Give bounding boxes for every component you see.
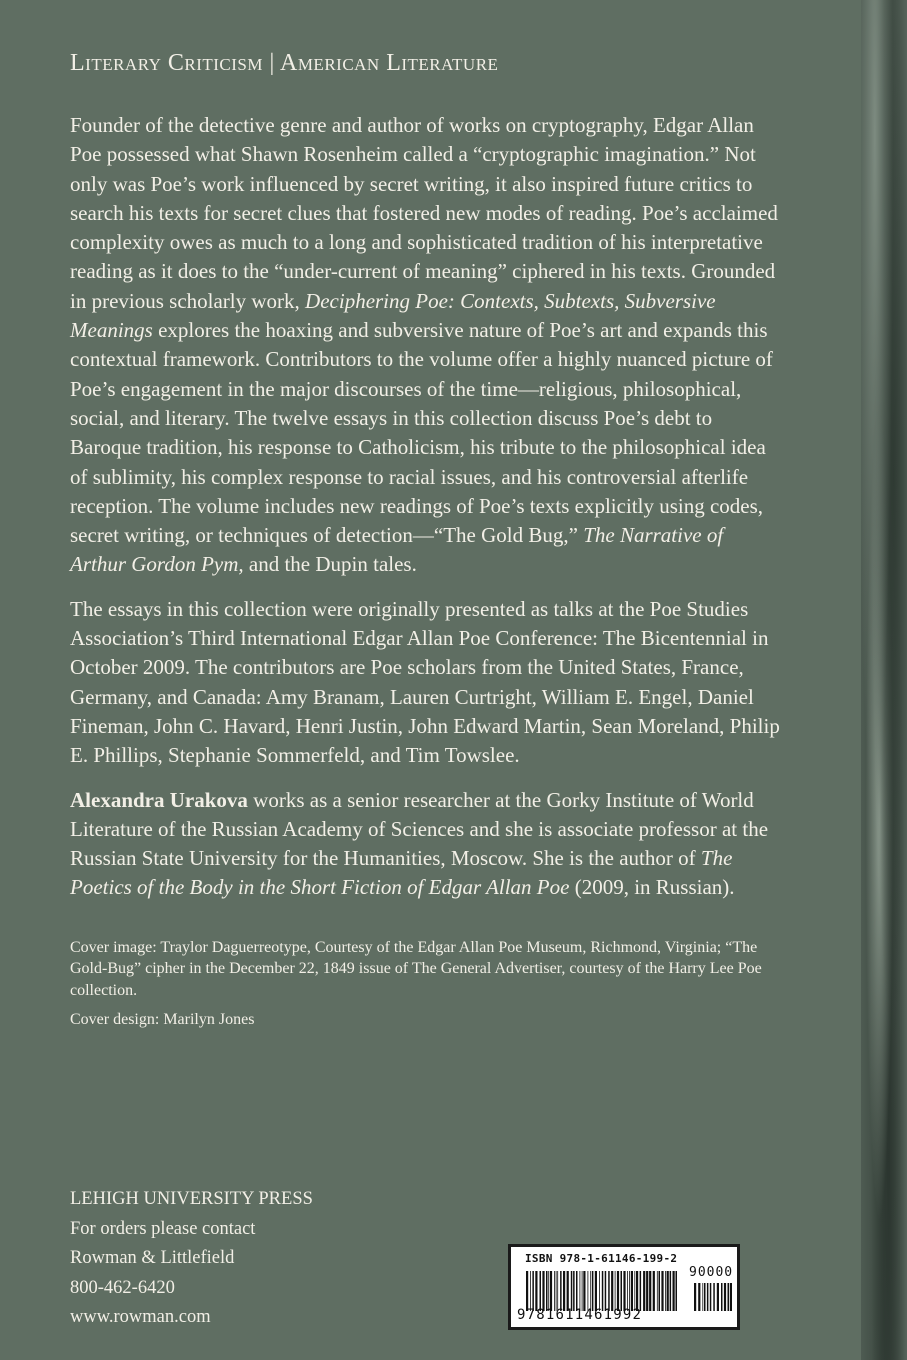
barcode-bar [550,1271,552,1311]
barcode-bar [653,1271,655,1311]
barcode-bar [661,1271,663,1311]
barcode-bar [676,1271,678,1311]
barcode-bar [563,1271,565,1311]
barcode-bar [608,1271,610,1311]
barcode-bar [717,1283,719,1311]
barcode-bar [649,1271,651,1311]
barcode-bar [592,1271,594,1311]
barcode-bar [617,1271,619,1311]
barcode-bar [602,1271,604,1311]
description-paragraph-1: Founder of the detective genre and author of works on cryptography, Edgar Allan Poe possessed what Shawn Rosenheim called a “cryptographic imagination.” Not only was Poe’s work influenced by secret writing, it also inspired future critics to search his texts for secret clues that fostered new modes of reading. Poe’s acclaimed complexity owes as much to a long and sophisticated tradition of his interpretative reading as it does to the “under-current of meaning” ciphered in his texts. Grounded in previous scholarly work, Deciphering Poe: Contexts, Subtexts, Subversive Meanings explores the hoaxing and subversive nature of Poe’s art and expands this contextual framework. Contributors to the volume offer a highly nuanced picture of Poe’s engagement in the major discourses of the time—religious, philosophical, social, and literary. The twelve essays in this collection discuss Poe’s debt to Baroque tradition, his response to Catholicism, his tribute to the philosophical idea of sublimity, his complex response to racial issues, and his controversial afterlife reception. The volume includes new readings of Poe’s texts explicitly using codes, secret writing, or techniques of detection—“The Gold Bug,” The Narrative of Arthur Gordon Pym, and the Dupin tales. [70,113,778,577]
barcode-bar [580,1271,581,1311]
barcode-bar [556,1271,557,1311]
barcode-bar [646,1271,648,1311]
book-title: Deciphering Poe: Contexts, Subtexts, Subversive Meanings [70,288,716,343]
barcode-bar [605,1271,607,1311]
isbn-barcode [508,1244,740,1330]
barcode-bar [667,1271,669,1311]
barcode-bar [704,1283,706,1311]
barcode-bar [542,1271,544,1311]
cover-design-credit: Cover design: Marilyn Jones [70,1011,255,1029]
barcode-bar [590,1271,591,1311]
addon-bars [693,1283,735,1311]
spine-texture [861,0,907,1360]
barcode-bar [673,1271,675,1311]
author-bio: Alexandra Urakova works as a senior researcher at the Gorky Institute of World Literature of the Russian Academy of Sciences and she is associate professor at the Russian State University for the Humanities, Moscow. She is the author of The Poetics of the Body in the Short Fiction of Edgar Allan Poe (2009, in Russian). [70,787,769,900]
barcode-bar [728,1283,730,1311]
barcode-bar [554,1271,555,1311]
barcode-bar [629,1271,630,1311]
barcode-bar [657,1271,658,1311]
category-header: Literary Criticism | American Literature [70,50,499,76]
barcode-bar [546,1271,548,1311]
author-name: Alexandra Urakova [70,787,248,812]
barcode-bar [583,1271,585,1311]
isbn-label: ISBN 978-1-61146-199-2 [525,1252,678,1265]
barcode-bar [640,1271,642,1311]
barcode-bar [707,1283,709,1311]
pym-title: The Narrative of Arthur Gordon Pym, [70,523,724,577]
barcode-bar [560,1271,562,1311]
barcode-bar [631,1271,633,1311]
barcode-bar [721,1283,723,1311]
barcode-bar [698,1283,700,1311]
orders-line: For orders please contact [70,1218,256,1239]
barcode-bar [670,1271,672,1311]
ean-bars [525,1271,685,1311]
publisher-info [70,1185,313,1333]
barcode-bar [595,1271,597,1311]
barcode-bar [643,1271,645,1311]
barcode-bar [535,1271,537,1311]
barcode-bar [540,1271,542,1311]
cover-image-credit: Cover image: Traylor Daguerreotype, Courtesy of the Edgar Allan Poe Museum, Richmond, Virginia; “The Gold-Bug” cipher in the December 22, 1849 issue of The General Advertiser, courtesy of the Harry Lee Poe collection. [70,938,762,999]
barcode-bar [557,1271,558,1311]
barcode-bar [623,1271,625,1311]
barcode-bar [710,1283,712,1311]
distributor-name: Rowman & Littlefield [70,1248,235,1268]
barcode-bar [530,1271,531,1311]
barcode-bar [611,1271,613,1311]
barcode-bar [694,1283,696,1311]
barcode-bar [621,1271,623,1311]
barcode-bar [548,1271,549,1311]
barcode-bar [659,1271,661,1311]
back-cover-content [70,50,784,1039]
barcode-bar [636,1271,638,1311]
credits [70,937,784,1031]
barcode-bar [702,1283,703,1311]
author-book-title: The Poetics of the Body in the Short Fiction of Edgar Allan Poe [70,846,733,900]
barcode-bar [532,1271,534,1311]
barcode-bar [724,1283,726,1311]
barcode-bar [627,1271,628,1311]
barcode-bar [599,1271,600,1311]
barcode-bar [665,1271,666,1311]
barcode-bar [567,1271,569,1311]
barcode-bar [634,1271,635,1311]
addon-digits: 90000 [689,1265,734,1280]
barcode-bar [526,1271,528,1311]
phone-number: 800-462-6420 [70,1277,175,1298]
barcode-bar [730,1283,732,1311]
barcode-bar [713,1283,715,1311]
description-paragraph-2: The essays in this collection were originally presented as talks at the Poe Studies Association’s Third International Edgar Allan Poe Conference: The Bicentennial in October 2009. The contributors are Poe scholars from the United States, France, Germany, and Canada: Amy Branam, Lauren Curtright, William E. Engel, Daniel Fineman, John C. Havard, Henri Justin, John Edward Martin, Sean Moreland, Philip E. Phillips, Stephanie Sommerfeld, and Tim Towslee. [70,596,780,768]
barcode-bar [588,1271,589,1311]
ean-digits: 9781611461992 [517,1307,643,1323]
barcode-bar [582,1271,583,1311]
barcode-bar [576,1271,578,1311]
barcode-bar [573,1271,575,1311]
website-link: www.rowman.com [70,1307,211,1327]
publisher-name: LEHIGH UNIVERSITY PRESS [70,1189,313,1209]
barcode-bar [571,1271,573,1311]
barcode-bar [615,1271,616,1311]
